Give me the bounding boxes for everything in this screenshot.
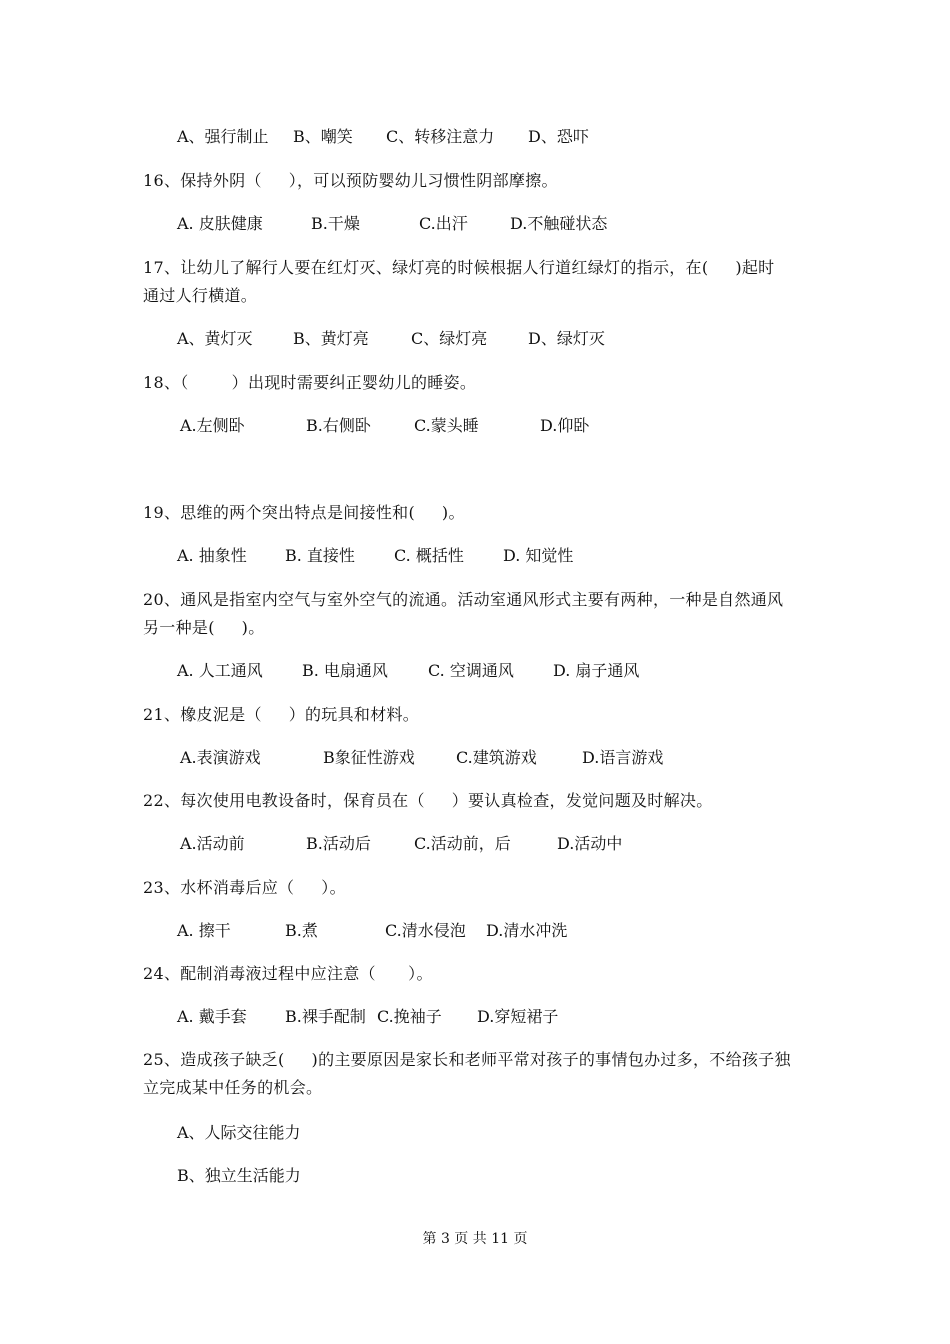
q16-option-d: D.不触碰状态: [510, 214, 608, 233]
q22-option-b: B.活动后: [306, 834, 371, 853]
q19-option-c: C. 概括性: [394, 546, 464, 565]
question-25-stem-line2: 立完成某中任务的机会。: [143, 1078, 323, 1097]
q25-option-a: A、人际交往能力: [177, 1123, 301, 1142]
question-18-stem: 18、（ ）出现时需要纠正婴幼儿的睡姿。: [143, 373, 477, 392]
question-24-stem: 24、配制消毒液过程中应注意（ ）。: [143, 964, 433, 983]
question-20-stem-line1: 20、通风是指室内空气与室外空气的流通。活动室通风形式主要有两种，一种是自然通风: [143, 590, 784, 609]
q22-option-c: C.活动前，后: [414, 834, 511, 853]
q21-option-a: A.表演游戏: [180, 748, 261, 767]
q24-option-d: D.穿短裙子: [477, 1007, 559, 1026]
q16-option-b: B.干燥: [311, 214, 360, 233]
q23-option-c: C.清水侵泡: [385, 921, 466, 940]
page-number-footer: 第 3 页 共 11 页: [422, 1231, 528, 1247]
q16-option-c: C.出汗: [419, 214, 468, 233]
q21-option-d: D.语言游戏: [582, 748, 664, 767]
question-19-stem: 19、思维的两个突出特点是间接性和( )。: [143, 503, 465, 522]
q18-option-b: B.右侧卧: [306, 416, 371, 435]
question-16-stem: 16、保持外阴（ ），可以预防婴幼儿习惯性阴部摩擦。: [143, 171, 558, 190]
q20-option-a: A. 人工通风: [177, 661, 263, 680]
question-21-stem: 21、橡皮泥是（ ）的玩具和材料。: [143, 705, 420, 724]
question-17-stem-line2: 通过人行横道。: [143, 286, 258, 305]
q20-option-c: C. 空调通风: [428, 661, 514, 680]
q23-option-b: B.煮: [285, 921, 318, 940]
q25-option-b: B、独立生活能力: [177, 1166, 301, 1185]
question-17-stem-line1: 17、让幼儿了解行人要在红灯灭、绿灯亮的时候根据人行道红绿灯的指示，在( )起时: [143, 258, 775, 277]
q20-option-d: D. 扇子通风: [553, 661, 640, 680]
question-20-stem-line2: 另一种是( )。: [143, 618, 265, 637]
q21-option-c: C.建筑游戏: [456, 748, 537, 767]
question-23-stem: 23、水杯消毒后应（ ）。: [143, 878, 346, 897]
q17-option-c: C、绿灯亮: [411, 329, 488, 348]
q15-option-a: A、强行制止: [177, 127, 269, 146]
q16-option-a: A. 皮肤健康: [177, 214, 263, 233]
q18-option-a: A.左侧卧: [180, 416, 245, 435]
q21-option-b: B象征性游戏: [323, 748, 415, 767]
q15-option-d: D、恐吓: [528, 127, 589, 146]
q17-option-d: D、绿灯灭: [528, 329, 605, 348]
q24-option-b: B.裸手配制: [285, 1007, 366, 1026]
q24-option-a: A. 戴手套: [177, 1007, 247, 1026]
q17-option-a: A、黄灯灭: [177, 329, 253, 348]
question-25-stem-line1: 25、造成孩子缺乏( )的主要原因是家长和老师平常对孩子的事情包办过多，不给孩子独: [143, 1050, 791, 1069]
q19-option-b: B. 直接性: [285, 546, 355, 565]
q19-option-a: A. 抽象性: [177, 546, 247, 565]
q18-option-d: D.仰卧: [540, 416, 590, 435]
q23-option-d: D.清水冲洗: [486, 921, 568, 940]
q15-option-c: C、转移注意力: [386, 127, 495, 146]
q23-option-a: A. 擦干: [177, 921, 231, 940]
q22-option-d: D.活动中: [557, 834, 623, 853]
q18-option-c: C.蒙头睡: [414, 416, 479, 435]
q19-option-d: D. 知觉性: [503, 546, 574, 565]
q15-option-b: B、嘲笑: [293, 127, 353, 146]
q22-option-a: A.活动前: [180, 834, 245, 853]
question-22-stem: 22、每次使用电教设备时，保育员在（ ）要认真检查，发觉问题及时解决。: [143, 791, 713, 810]
q20-option-b: B. 电扇通风: [302, 661, 388, 680]
q17-option-b: B、黄灯亮: [293, 329, 369, 348]
q24-option-c: C.挽袖子: [377, 1007, 442, 1026]
